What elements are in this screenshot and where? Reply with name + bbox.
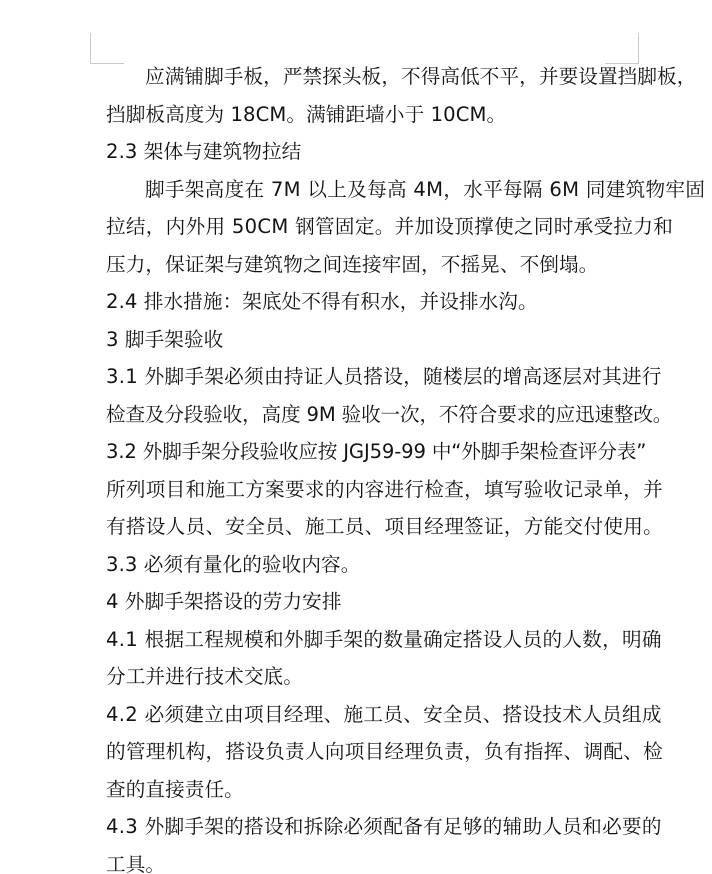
text-line: 脚手架高度在 7M 以上及每高 4M，水平每隔 6M 同建筑物牢固 bbox=[145, 177, 706, 201]
text-line: 应满铺脚手板，严禁探头板，不得高低不平，并要设置挡脚板， bbox=[145, 65, 697, 88]
section-heading-4: 4 外脚手架搭设的劳力安排 bbox=[106, 590, 342, 613]
text-line: 挡脚板高度为 18CM。满铺距墙小于 10CM。 bbox=[106, 102, 507, 126]
text-line: 检查及分段验收，高度 9M 验收一次，不符合要求的应迅速整改。 bbox=[106, 402, 673, 426]
text-line: 工具。 bbox=[106, 852, 166, 874]
section-heading-3-3: 3.3 必须有量化的验收内容。 bbox=[106, 552, 361, 576]
section-heading-3: 3 脚手架验收 bbox=[106, 327, 224, 351]
text-line: 4.1 根据工程规模和外脚手架的数量确定搭设人员的人数，明确 bbox=[106, 627, 662, 651]
text-line: 分工并进行技术交底。 bbox=[106, 665, 303, 688]
text-line: 的管理机构，搭设负责人向项目经理负责，负有指挥、调配、检 bbox=[106, 740, 664, 763]
section-heading-2-4: 2.4 排水措施：架底处不得有积水，并设排水沟。 bbox=[106, 290, 538, 313]
text-line: 查的直接责任。 bbox=[106, 777, 244, 801]
text-line: 3.1 外脚手架必须由持证人员搭设，随楼层的增高逐层对其进行 bbox=[106, 365, 662, 388]
text-line: 压力，保证架与建筑物之间连接牢固，不摇晃、不倒塌。 bbox=[106, 252, 599, 276]
text-line: 4.2 必须建立由项目经理、施工员、安全员、搭设技术人员组成 bbox=[106, 702, 662, 726]
document-text-body bbox=[106, 58, 706, 874]
text-line: 拉结，内外用 50CM 钢管固定。并加设顶撑使之同时承受拉力和 bbox=[106, 215, 674, 238]
text-line: 有搭设人员、安全员、施工员、项目经理签证，方能交付使用。 bbox=[106, 515, 664, 538]
text-line: 4.3 外脚手架的搭设和拆除必须配备有足够的辅助人员和必要的 bbox=[106, 815, 662, 838]
text-line: 所列项目和施工方案要求的内容进行检查，填写验收记录单，并 bbox=[106, 477, 664, 501]
text-line: 3.2 外脚手架分段验收应按 JGJ59-99 中“外脚手架检查评分表” bbox=[106, 440, 647, 463]
section-heading-2-3: 2.3 架体与建筑物拉结 bbox=[106, 140, 302, 163]
